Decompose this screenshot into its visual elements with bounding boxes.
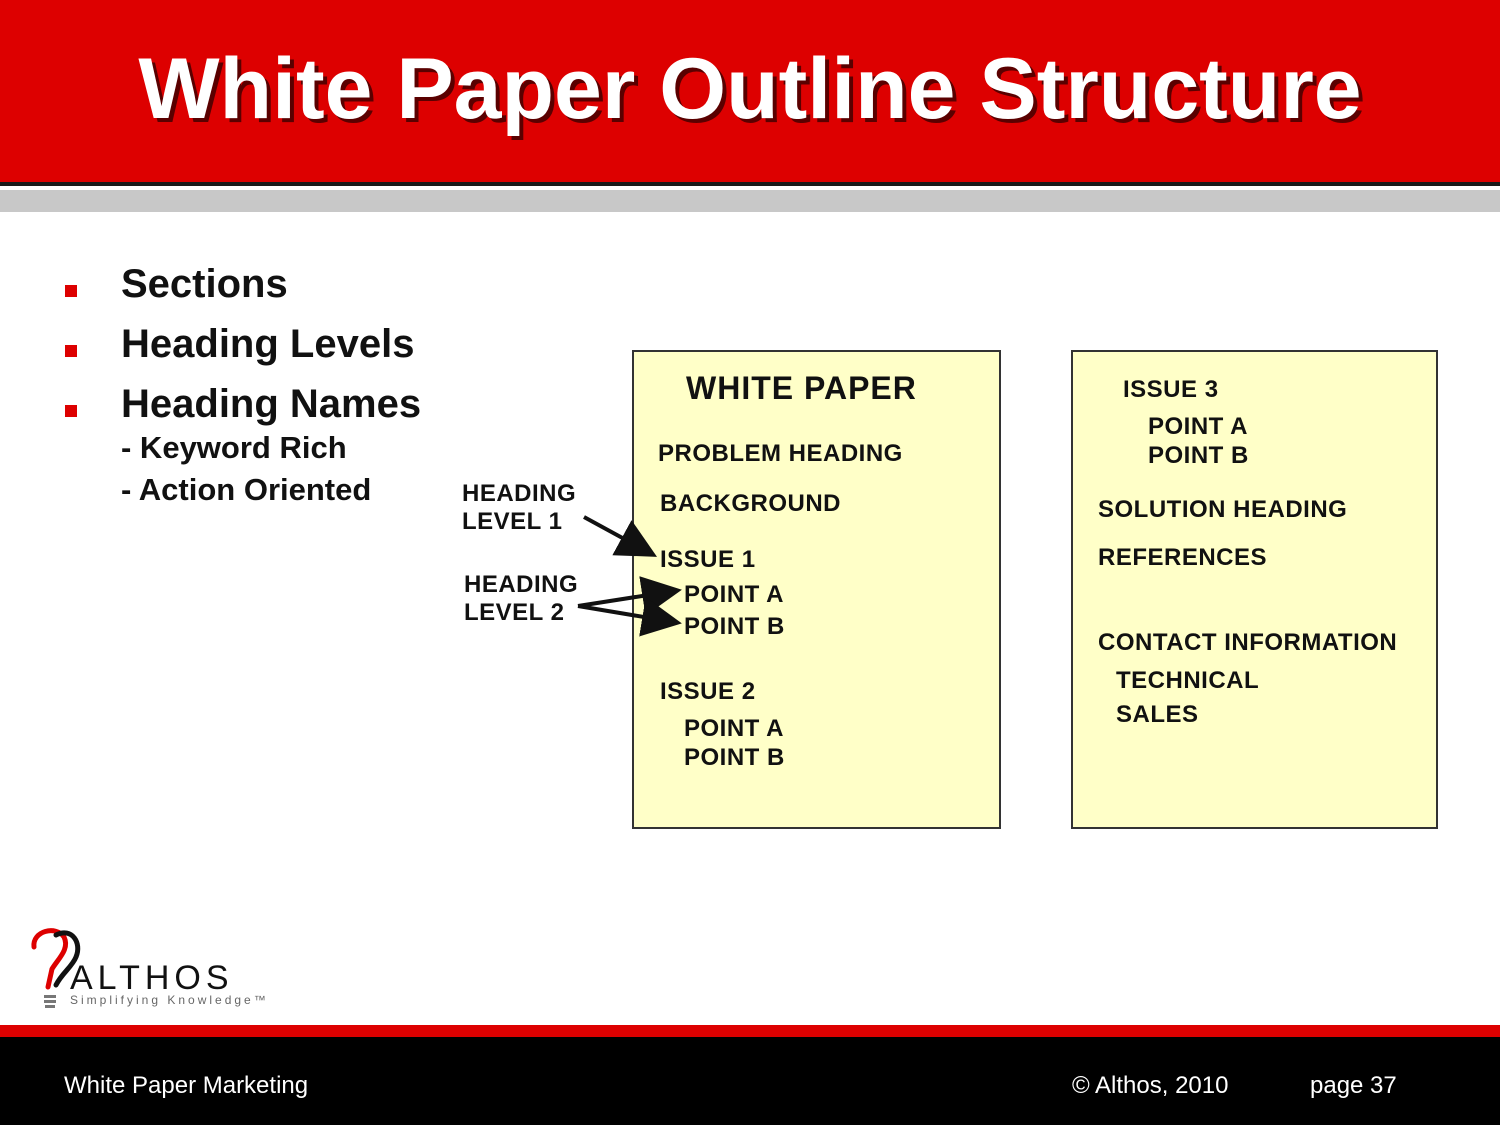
white-paper-page-1 bbox=[632, 350, 1001, 829]
bullet-square-icon bbox=[65, 405, 77, 417]
callout-line: HEADING bbox=[464, 571, 579, 598]
sub-bullet-keyword-rich: - Keyword Rich bbox=[121, 430, 347, 465]
althos-logo bbox=[26, 925, 269, 1015]
outline-heading: ISSUE 1 bbox=[660, 546, 756, 573]
outline-heading: SOLUTION HEADING bbox=[1098, 496, 1348, 523]
outline-subheading: POINT B bbox=[684, 744, 785, 771]
callout-heading-level-1 bbox=[462, 480, 576, 536]
outline-subheading: POINT B bbox=[1148, 442, 1249, 469]
outline-subheading: POINT B bbox=[684, 613, 785, 640]
sub-bullet-action-oriented: - Action Oriented bbox=[121, 472, 372, 507]
bullet-text: Sections bbox=[121, 262, 288, 306]
outline-subheading: POINT A bbox=[684, 715, 784, 742]
outline-heading: ISSUE 3 bbox=[1123, 376, 1219, 403]
title-underline-band bbox=[0, 190, 1500, 212]
logo-wordmark: ALTHOS bbox=[70, 959, 234, 997]
outline-subheading: POINT A bbox=[1148, 413, 1248, 440]
callout-line: LEVEL 1 bbox=[462, 508, 563, 535]
footer bbox=[0, 1037, 1500, 1125]
outline-subheading: SALES bbox=[1116, 701, 1199, 728]
bullet-square-icon bbox=[65, 345, 77, 357]
white-paper-page-2 bbox=[1071, 350, 1438, 829]
logo-tagline: Simplifying Knowledge™ bbox=[70, 993, 269, 1007]
outline-heading: ISSUE 2 bbox=[660, 678, 756, 705]
callout-heading-level-2 bbox=[464, 571, 578, 627]
callout-line: HEADING bbox=[462, 480, 577, 507]
outline-heading: PROBLEM HEADING bbox=[658, 440, 903, 467]
footer-page-number: page 37 bbox=[1310, 1072, 1397, 1099]
bullet-text: Heading Levels bbox=[121, 322, 415, 366]
outline-heading: BACKGROUND bbox=[660, 490, 841, 517]
outline-heading: REFERENCES bbox=[1098, 544, 1268, 571]
footer-copyright: © Althos, 2010 bbox=[1072, 1072, 1229, 1099]
footer-course-title: White Paper Marketing bbox=[64, 1072, 309, 1099]
footer-red-strip bbox=[0, 1025, 1500, 1037]
bullet-text: Heading Names bbox=[121, 382, 422, 426]
bullet-square-icon bbox=[65, 285, 77, 297]
slide-title: White Paper Outline Structure bbox=[138, 41, 1362, 137]
outline-subheading: POINT A bbox=[684, 581, 784, 608]
page-title: WHITE PAPER bbox=[686, 370, 917, 406]
title-bar bbox=[0, 0, 1500, 186]
callout-line: LEVEL 2 bbox=[464, 599, 565, 626]
outline-subheading: TECHNICAL bbox=[1116, 667, 1260, 694]
outline-heading: CONTACT INFORMATION bbox=[1098, 629, 1398, 656]
